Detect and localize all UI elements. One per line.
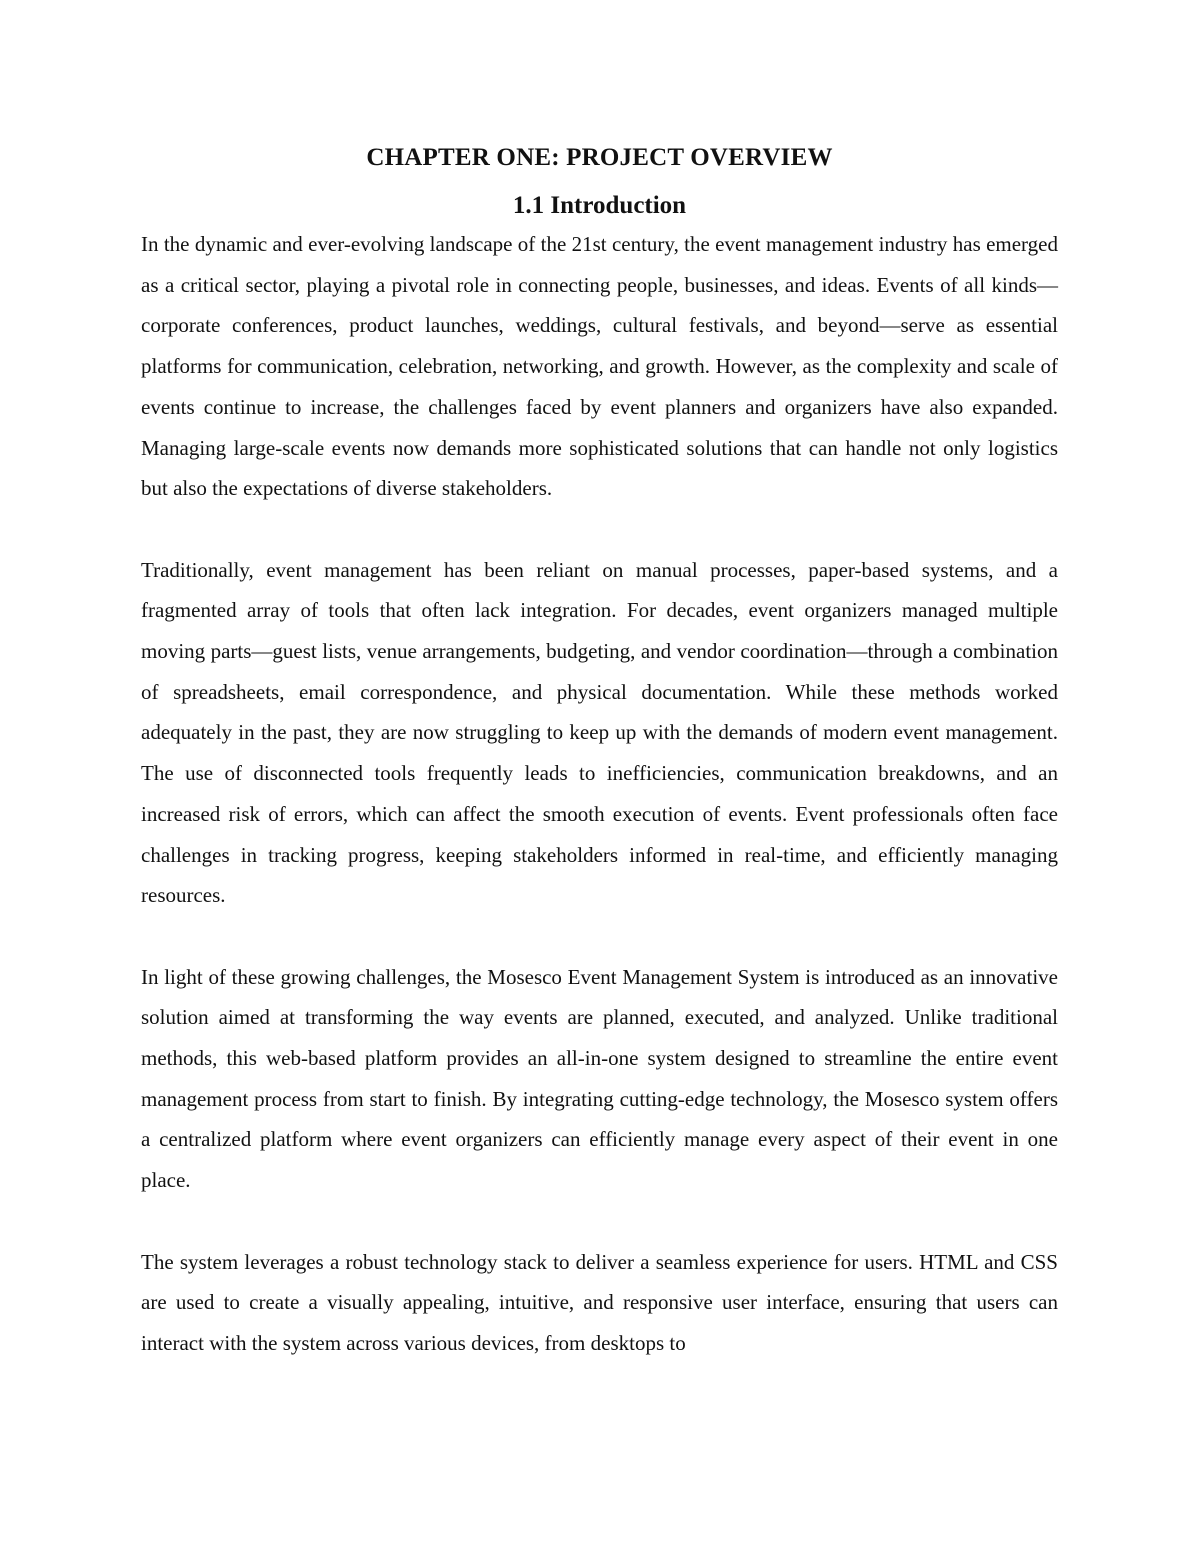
paragraph-mosesco-system: In light of these growing challenges, the Mosesco Event Management System is introduced as an innovative solution aimed at transforming the way events are planned, executed, and analyzed. Unlike traditional methods, this web-based platform provides an all-in-one system designed to streamline the entire event management process from start to finish. By integrating cutting-edge technology, the Mosesco system offers a centralized platform where event organizers can efficiently manage every aspect of their event in one place. xyxy=(141,964,1058,1193)
paragraph-traditional-methods: Traditionally, event management has been reliant on manual processes, paper-based systems, and a fragmented array of tools that often lack integration. For decades, event organizers managed multiple moving parts—guest lists, venue arrangements, budgeting, and vendor coordination—through a combination of spreadsheets, email correspondence, and physical documentation. While these methods worked adequately in the past, they are now struggling to keep up with the demands of modern event management. The use of disconnected tools frequently leads to inefficiencies, communication breakdowns, and an increased risk of errors, which can affect the smooth execution of events. Event professionals often face challenges in tracking progress, keeping stakeholders informed in real-time, and efficiently managing resources. xyxy=(141,557,1058,908)
paragraph-technology-stack: The system leverages a robust technology stack to deliver a seamless experience for users. HTML and CSS are used to create a visually appealing, intuitive, and responsive user interface, ensuring that users can interact with the system across various devices, from desktops to xyxy=(141,1249,1058,1355)
paragraph-introduction: In the dynamic and ever-evolving landscape of the 21st century, the event management industry has emerged as a critical sector, playing a pivotal role in connecting people, businesses, and ideas. Events of all kinds—corporate conferences, product launches, weddings, cultural festivals, and beyond—serve as essential platforms for communication, celebration, networking, and growth. However, as the complexity and scale of events continue to increase, the challenges faced by event planners and organizers have also expanded. Managing large-scale events now demands more sophisticated solutions that can handle not only logistics but also the expectations of diverse stakeholders. xyxy=(141,232,1058,501)
chapter-title: CHAPTER ONE: PROJECT OVERVIEW xyxy=(366,144,833,171)
section-heading: 1.1 Introduction xyxy=(512,192,687,219)
